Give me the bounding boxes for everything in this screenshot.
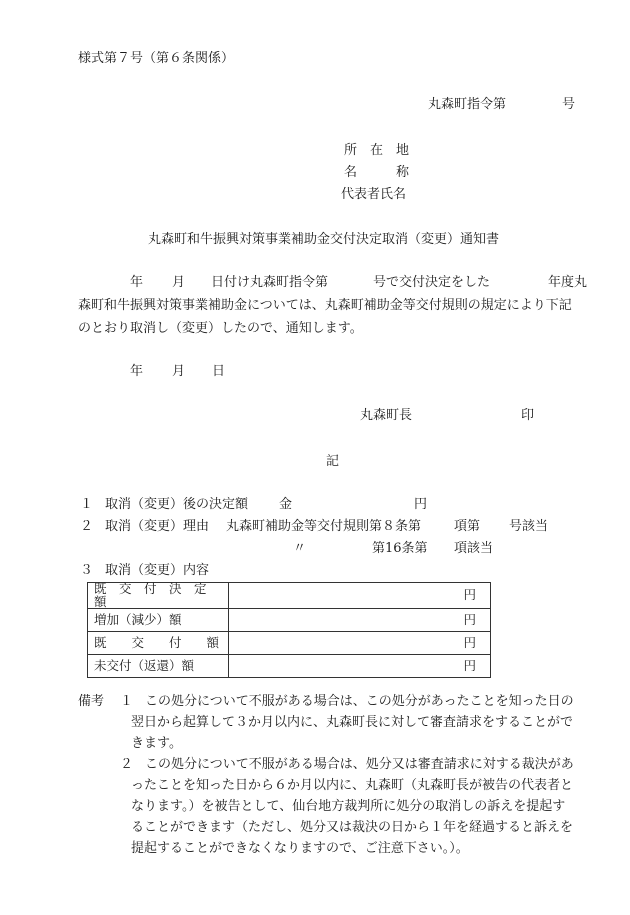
table-row bbox=[88, 632, 491, 655]
row-unit: 円 bbox=[229, 632, 491, 655]
item3-label: 取消（変更）内容 bbox=[105, 563, 210, 578]
body-fiscal-year: 年度丸 bbox=[548, 275, 588, 290]
item2-kou-gaitou: 項該当 bbox=[454, 541, 494, 556]
item1-prefix: 金 bbox=[279, 497, 293, 512]
note1-line: きます。 bbox=[131, 736, 182, 751]
date-year: 年 bbox=[130, 364, 144, 379]
date-month: 月 bbox=[172, 364, 186, 379]
notes-heading: 備考 bbox=[78, 694, 105, 709]
note2-line: この処分について不服がある場合は、処分又は審査請求に対する裁決があ bbox=[145, 757, 574, 772]
item2-kou: 項第 bbox=[454, 519, 481, 534]
body-line-3: のとおり取消し（変更）したので、通知します。 bbox=[78, 321, 363, 336]
item2-ditto: 〃 bbox=[293, 541, 307, 556]
amount-table bbox=[87, 582, 491, 678]
issuer-name: 丸森町長 bbox=[360, 408, 413, 423]
note2-line: なります。）を被告として、仙台地方裁判所に処分の取消しの訴えを提起す bbox=[131, 799, 566, 814]
date-day: 日 bbox=[212, 364, 226, 379]
document-number-prefix: 丸森町指令第 bbox=[428, 97, 507, 112]
note1-number: １ bbox=[120, 694, 134, 709]
note2-number: ２ bbox=[120, 757, 134, 772]
document-title: 丸森町和牛振興対策事業補助金交付決定取消（変更）通知書 bbox=[148, 232, 500, 247]
body-year: 年 bbox=[130, 275, 144, 290]
item2-label: 取消（変更）理由 bbox=[105, 519, 210, 534]
item2-article16: 第16条第 bbox=[372, 541, 428, 556]
row-unit: 円 bbox=[229, 609, 491, 632]
ki-heading: 記 bbox=[326, 454, 340, 469]
table-row bbox=[88, 583, 491, 609]
body-date-text: 日付け丸森町指令第 bbox=[211, 275, 329, 290]
note2-line: ることができます（ただし、処分又は裁決の日から１年を経過すると訴えを bbox=[131, 820, 574, 835]
body-number-text: 号で交付決定をした bbox=[373, 275, 491, 290]
table-row bbox=[88, 609, 491, 632]
item2-rule: 丸森町補助金等交付規則第８条第 bbox=[226, 519, 422, 534]
issuer-seal: 印 bbox=[521, 408, 535, 423]
row-label: 未交付（返還）額 bbox=[88, 655, 229, 678]
row-label: 既 交 付 決 定 額 bbox=[88, 583, 229, 609]
item1-number: １ bbox=[80, 497, 94, 512]
body-line-2: 森町和牛振興対策事業補助金については、丸森町補助金等交付規則の規定により下記 bbox=[78, 298, 572, 313]
row-unit: 円 bbox=[229, 655, 491, 678]
item2-number: ２ bbox=[80, 519, 94, 534]
row-label: 既 交 付 額 bbox=[88, 632, 229, 655]
item3-number: ３ bbox=[80, 563, 94, 578]
item1-unit: 円 bbox=[414, 497, 428, 512]
document-number-suffix: 号 bbox=[562, 97, 576, 112]
form-number: 様式第７号（第６条関係） bbox=[78, 51, 235, 66]
note2-line: ったことを知った日から６か月以内に、丸森町（丸森町長が被告の代表者と bbox=[131, 778, 574, 793]
note1-line: 翌日から起算して３か月以内に、丸森町長に対して審査請求をすることがで bbox=[131, 715, 574, 730]
note1-line: この処分について不服がある場合は、この処分があったことを知った日の bbox=[145, 694, 574, 709]
recipient-location-label: 所 在 地 bbox=[344, 143, 410, 158]
recipient-name-label: 名 称 bbox=[344, 165, 410, 180]
item1-label: 取消（変更）後の決定額 bbox=[105, 497, 249, 512]
table-row bbox=[88, 655, 491, 678]
row-unit: 円 bbox=[229, 583, 491, 609]
note2-line: 提起することができなくなりますので、ご注意下さい。）。 bbox=[131, 841, 469, 856]
recipient-representative-label: 代表者氏名 bbox=[341, 187, 407, 202]
row-label: 増加（減少）額 bbox=[88, 609, 229, 632]
item2-gou: 号該当 bbox=[509, 519, 549, 534]
body-month: 月 bbox=[172, 275, 186, 290]
